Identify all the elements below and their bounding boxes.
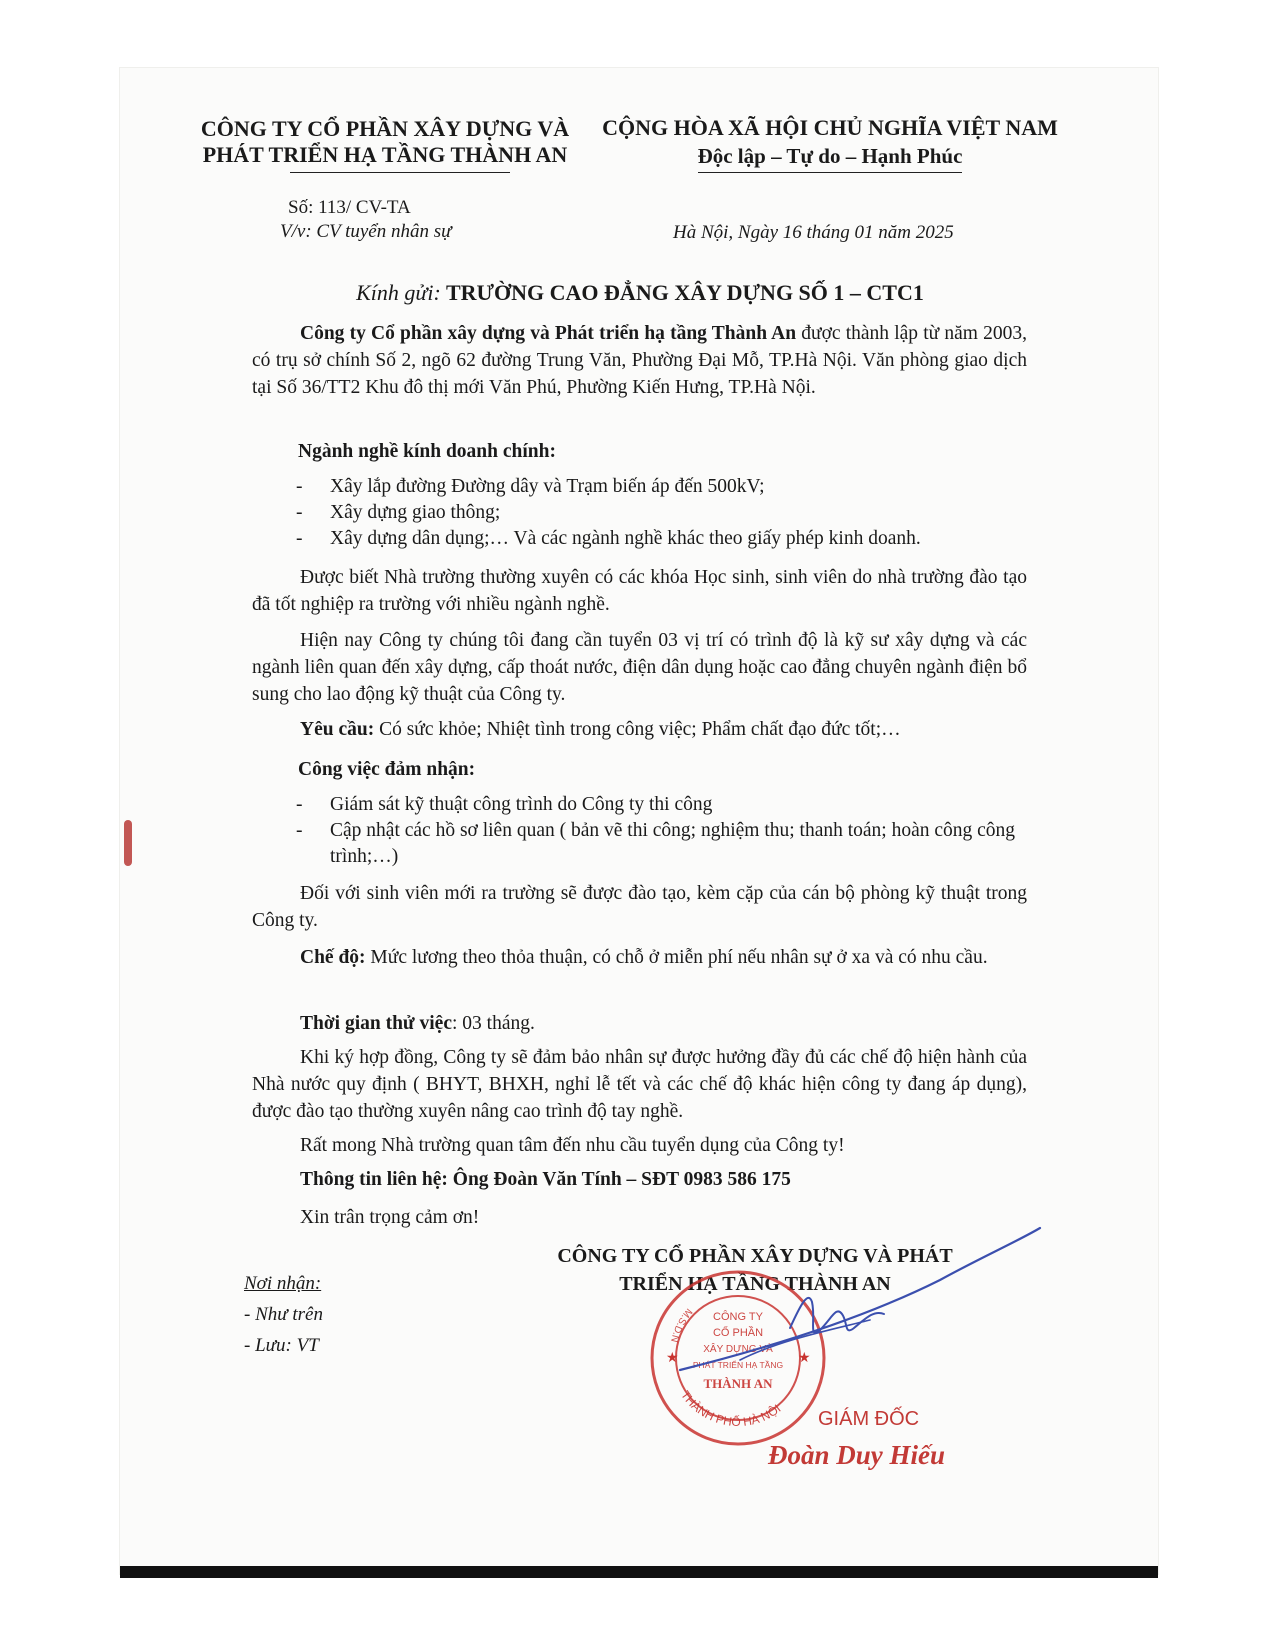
sender-line2: TRIỂN HẠ TẦNG THÀNH AN: [619, 1273, 891, 1295]
addressee-label: Kính gửi:: [356, 280, 441, 305]
document-subject: V/v: CV tuyển nhân sự: [280, 221, 452, 242]
svg-text:★: ★: [666, 1350, 679, 1366]
requirements-text: Có sức khỏe; Nhiệt tình trong công việc; Phẩm chất đạo đức tốt;…: [374, 719, 901, 740]
requirements-paragraph: [252, 716, 1027, 743]
page-bottom-shadow: [120, 1566, 1158, 1578]
contact-line: Thông tin liên hệ: Ông Đoàn Văn Tính – SĐT 0983 586 175: [300, 1169, 791, 1190]
known-paragraph: Được biết Nhà trường thường xuyên có các khóa Học sinh, sinh viên do nhà trường đào tạo đã tốt nghiệp ra trường với nhiều ngành nghề.: [252, 567, 1027, 615]
duties-list: [296, 792, 1027, 870]
probation-text: : 03 tháng.: [451, 1013, 535, 1034]
list-item: - Cập nhật các hồ sơ liên quan ( bản vẽ thi công; nghiệm thu; thanh toán; hoàn công công trình;…): [296, 820, 1016, 867]
nation-title: CỘNG HÒA XÃ HỘI CHỦ NGHĨA VIỆT NAM: [602, 115, 1058, 140]
signature-scribble: [640, 1210, 1060, 1400]
recipients-title: Nơi nhận:: [244, 1273, 322, 1294]
contract-paragraph: Khi ký hợp đồng, Công ty sẽ đảm bảo nhân sự được hưởng đầy đủ các chế độ hiện hành của Nhà nước quy định ( BHYT, BHXH, nghỉ lễ tết và các chế độ khác hiện công ty đang áp dụng), được đào tạo thường xuyên nâng cao trình độ tay nghề.: [252, 1047, 1027, 1122]
hope-paragraph: Rất mong Nhà trường quan tâm đến nhu cầu tuyển dụng của Công ty!: [300, 1135, 845, 1156]
national-motto: Độc lập – Tự do – Hạnh Phúc: [698, 142, 963, 173]
need-paragraph: Hiện nay Công ty chúng tôi đang cần tuyển 03 vị trí có trình độ là kỹ sư xây dựng và các ngành liên quan đến xây dựng, cấp thoát nước, điện dân dụng hoặc cao đẳng chuyên ngành điện bổ sung cho lao động kỹ thuật của Công ty.: [252, 630, 1027, 705]
national-header: [600, 114, 1060, 173]
company-header-rule: [290, 172, 510, 173]
document-reference: [280, 196, 451, 244]
company-name-line1: CÔNG TY CỔ PHẦN XÂY DỰNG VÀ: [200, 116, 570, 141]
benefits-label: Chế độ:: [300, 947, 366, 968]
duties-heading: Công việc đảm nhận:: [298, 759, 476, 780]
benefits-text: Mức lương theo thỏa thuận, có chỗ ở miễn phí nếu nhân sự ở xa và có nhu cầu.: [365, 947, 988, 968]
training-paragraph: Đối với sinh viên mới ra trường sẽ được đào tạo, kèm cặp của cán bộ phòng kỹ thuật trong Công ty.: [252, 883, 1027, 931]
probation-label: Thời gian thử việc: [300, 1013, 452, 1034]
svg-text:PHÁT TRIỂN HẠ TẦNG: PHÁT TRIỂN HẠ TẦNG: [692, 1360, 784, 1370]
director-name: Đoàn Duy Hiếu: [768, 1440, 946, 1470]
document-number: Số: 113/ CV-TA: [288, 197, 411, 218]
company-name-line2: PHÁT TRIỂN HẠ TẦNG THÀNH AN: [202, 142, 568, 167]
business-list: [296, 474, 1027, 552]
intro-paragraph: [252, 320, 1027, 401]
list-item: - Xây dựng dân dụng;… Và các ngành nghề khác theo giấy phép kinh doanh.: [296, 528, 921, 549]
intro-text: được thành lập từ năm 2003, có trụ sở chính Số 2, ngõ 62 đường Trung Văn, Phường Đại Mỗ, TP.Hà Nội. Văn phòng giao dịch tại Số 36/TT2 Khu đô thị mới Văn Phú, Phường Kiến Hưng, TP.Hà Nội.: [252, 323, 1027, 398]
svg-text:XÂY DỰNG VÀ: XÂY DỰNG VÀ: [703, 1344, 773, 1355]
binding-mark: [124, 820, 132, 866]
probation-paragraph: [252, 1010, 1027, 1037]
recipient-item: - Lưu: VT: [244, 1335, 319, 1356]
business-heading: Ngành nghề kính doanh chính:: [298, 441, 556, 462]
svg-text:THÀNH AN: THÀNH AN: [703, 1376, 773, 1391]
list-item: - Xây lắp đường Đường dây và Trạm biến áp đến 500kV;: [296, 476, 765, 497]
list-item: - Giám sát kỹ thuật công trình do Công ty thi công: [296, 794, 713, 815]
recipient-item: - Như trên: [244, 1304, 323, 1325]
company-header: [190, 116, 580, 168]
addressee-name: TRƯỜNG CAO ĐẲNG XÂY DỰNG SỐ 1 – CTC1: [445, 280, 924, 305]
director-title: GIÁM ĐỐC: [818, 1408, 920, 1430]
svg-text:★: ★: [798, 1350, 811, 1366]
place-date: Hà Nội, Ngày 16 tháng 01 năm 2025: [673, 222, 954, 243]
svg-text:THÀNH PHỐ HÀ NỘI: THÀNH PHỐ HÀ NỘI: [678, 1388, 784, 1430]
recipients-block: [244, 1268, 323, 1361]
svg-text:CỔ PHẦN: CỔ PHẦN: [712, 1327, 764, 1339]
company-name-inline: Công ty Cổ phần xây dựng và Phát triển hạ tầng Thành An: [300, 323, 797, 344]
list-item: - Xây dựng giao thông;: [296, 502, 501, 523]
benefits-paragraph: [252, 944, 1027, 971]
sender-line1: CÔNG TY CỔ PHẦN XÂY DỰNG VÀ PHÁT: [557, 1245, 953, 1267]
requirements-label: Yêu cầu:: [300, 719, 375, 740]
svg-text:CÔNG TY: CÔNG TY: [713, 1311, 763, 1323]
svg-text:M.S.D.N: M.S.D.N: [668, 1305, 695, 1344]
addressee: [140, 280, 1140, 306]
thanks-line: Xin trân trọng cảm ơn!: [300, 1207, 480, 1228]
